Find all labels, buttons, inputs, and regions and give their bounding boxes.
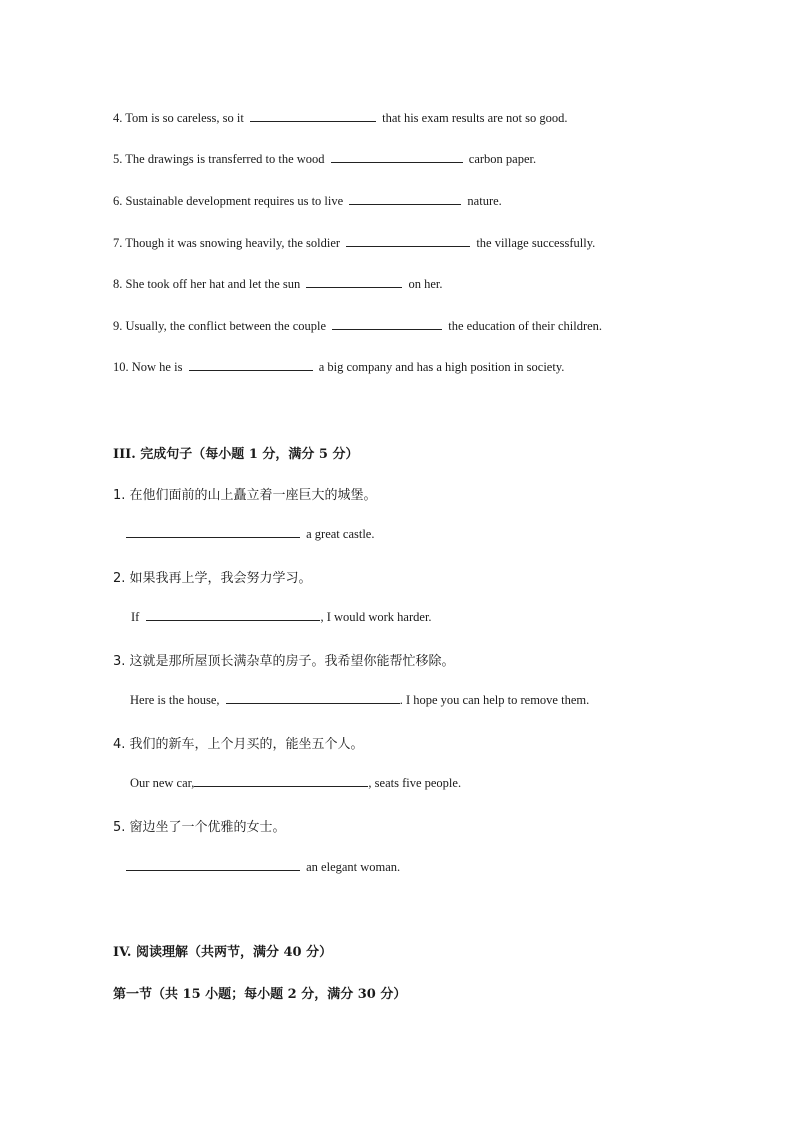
section-4-subheading: 第一节（共 15 小题；每小题 2 分，满分 30 分）: [113, 987, 407, 1002]
question-5: [113, 151, 536, 167]
question-7-text: 7. Though it was snowing heavily, the soldier: [113, 236, 341, 250]
question-7: [113, 235, 595, 251]
answer-blank[interactable]: [306, 276, 402, 288]
answer-blank[interactable]: [146, 609, 320, 621]
question-8-text: 8. She took off her hat and let the sun: [113, 277, 301, 291]
section-3-item-3-answer: [130, 692, 589, 708]
section-4-heading: IV. 阅读理解（共两节，满分 40 分）: [113, 945, 333, 960]
answer-blank[interactable]: [126, 526, 300, 538]
answer-text: a great castle.: [306, 527, 375, 541]
answer-lead: Here is the house,: [130, 693, 220, 707]
section-3-item-5-chinese: 5. 窗边坐了一个优雅的女士。: [113, 820, 286, 835]
question-6-text: 6. Sustainable development requires us to live: [113, 194, 344, 208]
answer-text: , I would work harder.: [320, 610, 432, 624]
question-7-text-end: the village successfully.: [476, 236, 596, 250]
section-3-item-5-answer: [126, 859, 400, 875]
question-10-text-end: a big company and has a high position in society.: [318, 360, 565, 374]
section-3-heading: III. 完成句子（每小题 1 分，满分 5 分）: [113, 447, 359, 462]
question-9: [113, 318, 602, 334]
question-5-text-end: carbon paper.: [468, 152, 537, 166]
question-10: [113, 359, 564, 375]
section-3-item-1-chinese: 1. 在他们面前的山上矗立着一座巨大的城堡。: [113, 488, 377, 503]
answer-text: , seats five people.: [368, 776, 462, 790]
answer-blank[interactable]: [189, 359, 313, 371]
answer-lead: If: [131, 610, 140, 624]
section-3-item-1-answer: [126, 526, 374, 542]
section-3-item-4-chinese: 4. 我们的新车，上个月买的，能坐五个人。: [113, 737, 364, 752]
answer-blank[interactable]: [349, 193, 461, 205]
answer-blank[interactable]: [194, 775, 368, 787]
answer-blank[interactable]: [226, 692, 400, 704]
question-9-text: 9. Usually, the conflict between the couple: [113, 319, 327, 333]
section-3-item-2-chinese: 2. 如果我再上学，我会努力学习。: [113, 571, 312, 586]
answer-blank[interactable]: [126, 859, 300, 871]
question-4-text: 4. Tom is so careless, so it: [113, 111, 244, 125]
section-3-item-2-answer: [131, 609, 432, 625]
question-8-text-end: on her.: [408, 277, 443, 291]
answer-text: . I hope you can help to remove them.: [399, 693, 590, 707]
question-4: [113, 110, 567, 126]
section-3-item-4-answer: [130, 775, 461, 791]
question-6-text-end: nature.: [467, 194, 502, 208]
answer-text: an elegant woman.: [306, 860, 401, 874]
answer-blank[interactable]: [346, 235, 470, 247]
answer-lead: Our new car,: [130, 776, 195, 790]
question-8: [113, 276, 443, 292]
question-4-text-end: that his exam results are not so good.: [382, 111, 568, 125]
answer-blank[interactable]: [250, 110, 376, 122]
question-5-text: 5. The drawings is transferred to the wood: [113, 152, 325, 166]
question-9-text-end: the education of their children.: [448, 319, 603, 333]
section-3-item-3-chinese: 3. 这就是那所屋顶长满杂草的房子。我希望你能帮忙移除。: [113, 654, 455, 669]
question-10-text: 10. Now he is: [113, 360, 183, 374]
answer-blank[interactable]: [332, 318, 442, 330]
question-6: [113, 193, 502, 209]
answer-blank[interactable]: [331, 151, 463, 163]
